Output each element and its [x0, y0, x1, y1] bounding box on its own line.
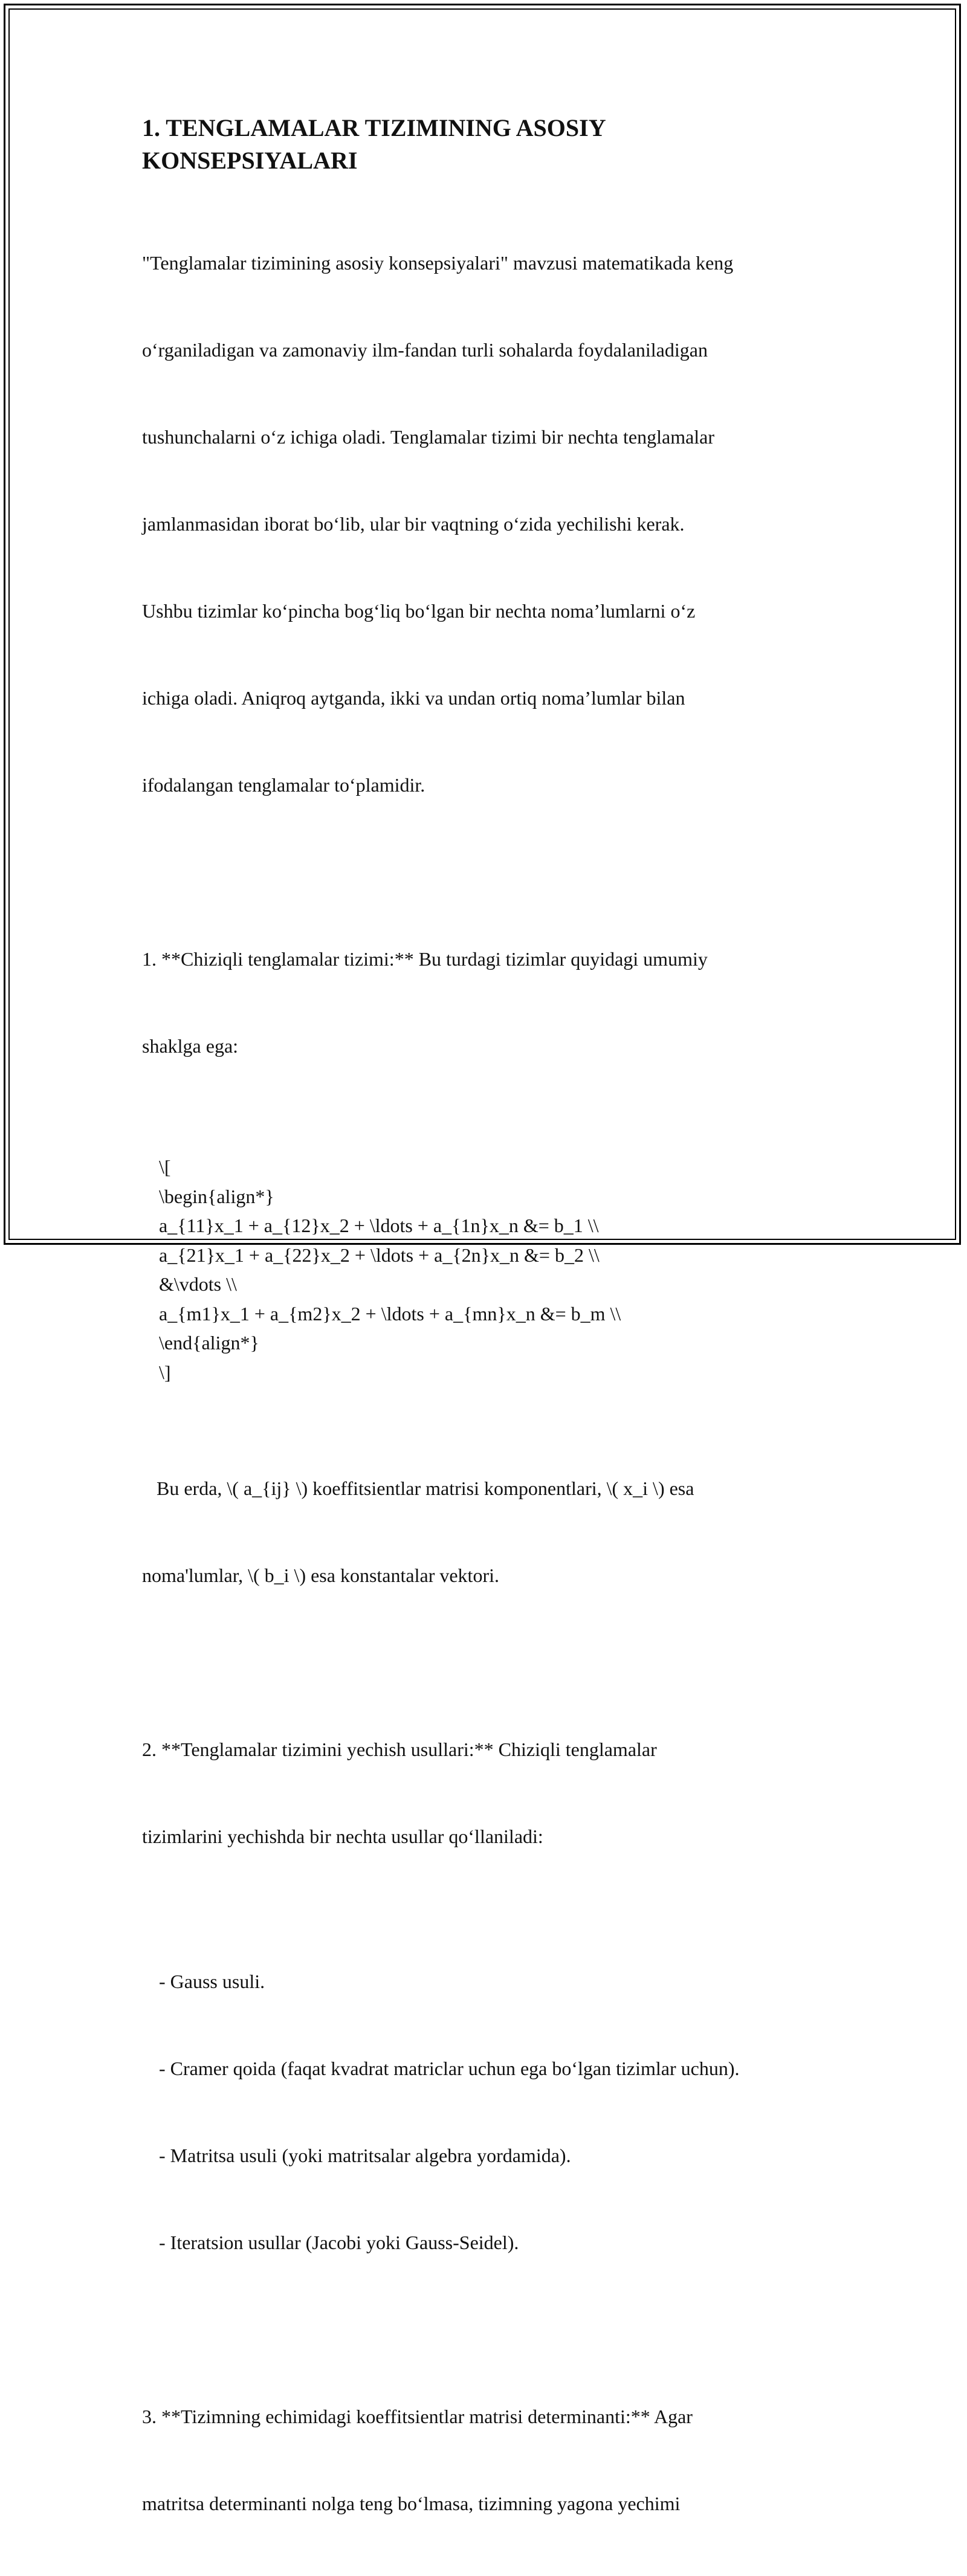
list-item: - Gauss usuli.	[159, 1971, 265, 1992]
document-body	[142, 112, 837, 2576]
methods-list	[142, 1909, 837, 2315]
intro-paragraph	[142, 190, 837, 857]
latex-line: \[	[159, 1156, 171, 1178]
text-line: o‘rganiladigan va zamonaviy ilm-fandan turli sohalarda foydalaniladigan	[142, 339, 708, 361]
text-line: "Tenglamalar tizimining asosiy konsepsiyalari" mavzusi matematikada keng	[142, 252, 734, 274]
latex-line: a_{m1}x_1 + a_{m2}x_2 + \ldots + a_{mn}x_n &= b_m \\	[159, 1302, 621, 1325]
paragraph-gap	[142, 1387, 837, 1416]
paragraph-gap	[142, 1119, 837, 1148]
list-item: - Iteratsion usullar (Jacobi yoki Gauss-Seidel).	[159, 2232, 519, 2253]
list-item: - Cramer qoida (faqat kvadrat matriclar uchun ega bo‘lgan tizimlar uchun).	[159, 2058, 740, 2079]
paragraph-gap	[142, 857, 837, 886]
section-3-heading	[142, 2344, 837, 2576]
text-line: 2. **Tenglamalar tizimini yechish usullari:** Chiziqli tenglamalar	[142, 1738, 657, 1760]
latex-block	[142, 1152, 837, 1387]
section-1-heading	[142, 886, 837, 1119]
text-line: ifodalangan tenglamalar to‘plamidir.	[142, 774, 425, 796]
text-line: Ushbu tizimlar ko‘pincha bog‘liq bo‘lgan bir nechta noma’lumlarni o‘z	[142, 600, 696, 622]
latex-line: a_{21}x_1 + a_{22}x_2 + \ldots + a_{2n}x_n &= b_2 \\	[159, 1244, 600, 1266]
text-line: 3. **Tizimning echimidagi koeffitsientlar matrisi determinanti:** Agar	[142, 2406, 693, 2427]
text-line: shaklga ega:	[142, 1035, 239, 1057]
text-line: matritsa determinanti nolga teng bo‘lmasa, tizimning yagona yechimi	[142, 2493, 681, 2514]
text-line: noma'lumlar, \( b_i \) esa konstantalar vektori.	[142, 1564, 499, 1586]
text-line: ichiga oladi. Aniqroq aytganda, ikki va undan ortiq noma’lumlar bilan	[142, 687, 685, 709]
latex-line: a_{11}x_1 + a_{12}x_2 + \ldots + a_{1n}x_n &= b_1 \\	[159, 1215, 599, 1236]
title-line: KONSEPSIYALARI	[142, 147, 358, 174]
list-item: - Matritsa usuli (yoki matritsalar algebra yordamida).	[159, 2145, 571, 2166]
latex-line: \]	[159, 1361, 171, 1383]
text-line: Bu erda, \( a_{ij} \) koeffitsientlar matrisi komponentlari, \( x_i \) esa	[142, 1477, 694, 1499]
explanation-paragraph	[142, 1416, 837, 1648]
latex-line: \end{align*}	[159, 1332, 259, 1354]
text-line: jamlanmasidan iborat bo‘lib, ular bir vaqtning o‘zida yechilishi kerak.	[142, 513, 685, 535]
title-line: 1. TENGLAMALAR TIZIMINING ASOSIY	[142, 114, 606, 141]
latex-line: &\vdots \\	[159, 1273, 237, 1295]
text-line: tizimlarini yechishda bir nechta usullar qo‘llaniladi:	[142, 1825, 543, 1847]
section-2-heading	[142, 1677, 837, 1909]
latex-line: \begin{align*}	[159, 1185, 274, 1207]
paragraph-gap	[142, 2315, 837, 2344]
paragraph-gap	[142, 1648, 837, 1677]
document-title	[142, 112, 837, 177]
text-line: tushunchalarni o‘z ichiga oladi. Tenglamalar tizimi bir nechta tenglamalar	[142, 426, 715, 448]
text-line: 1. **Chiziqli tenglamalar tizimi:** Bu turdagi tizimlar quyidagi umumiy	[142, 948, 708, 970]
